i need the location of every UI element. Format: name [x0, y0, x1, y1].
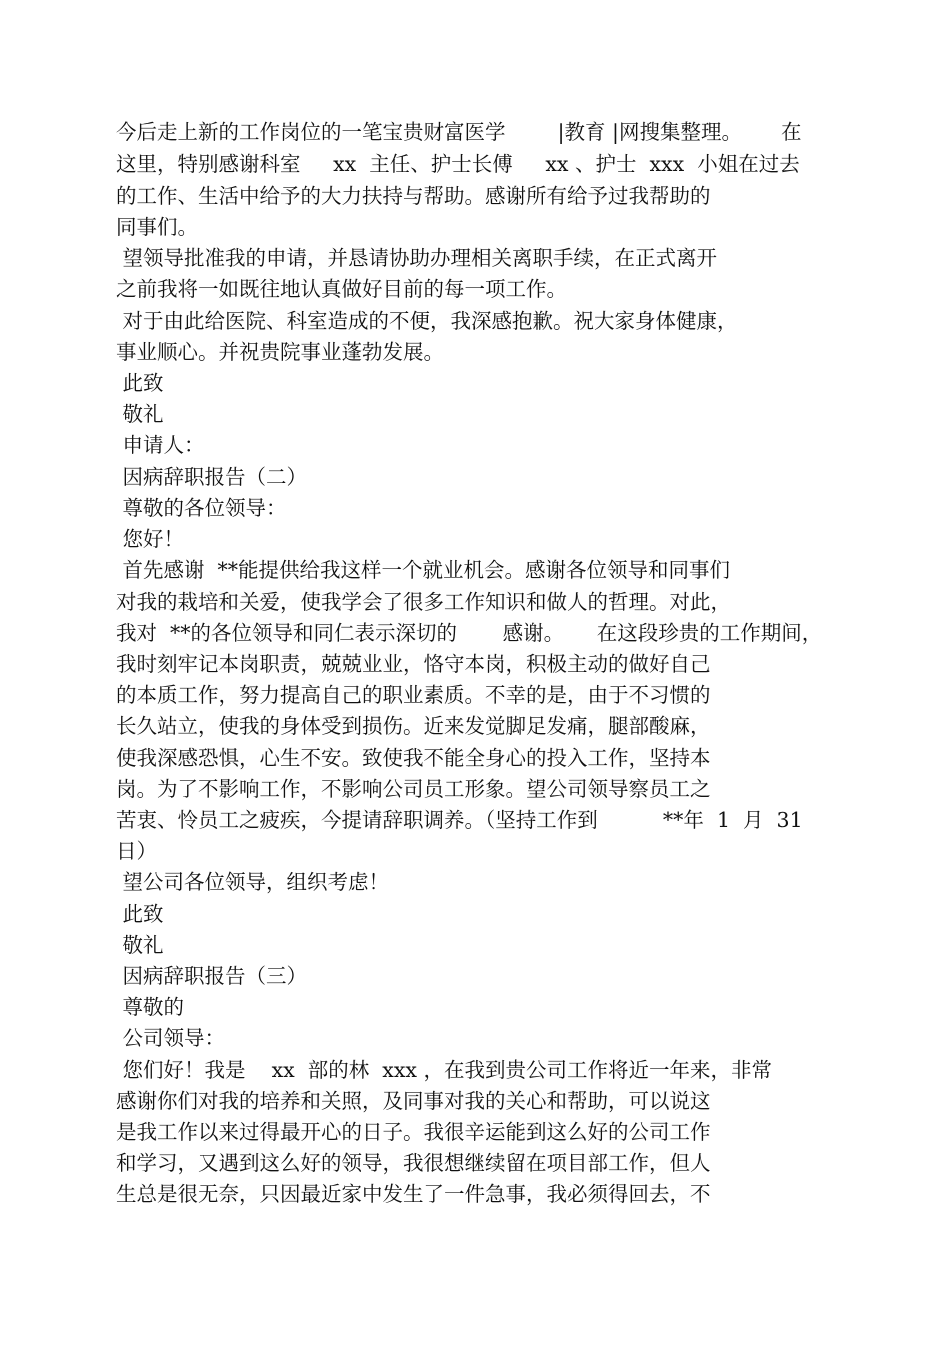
text-line: 申请人： [116, 433, 205, 457]
text-line: 我对 **的各位领导和同仁表示深切的 感谢。 在这段珍贵的工作期间， [116, 621, 823, 645]
text-line: 的工作、生活中给予的大力扶持与帮助。感谢所有给予过我帮助的 [116, 184, 711, 208]
text-line: 望公司各位领导，组织考虑！ [116, 870, 390, 894]
text-line: 岗。为了不影响工作，不影响公司员工形象。望公司领导察员工之 [116, 777, 711, 801]
text-line: 苦衷、怜员工之疲疾，今提请辞职调养。（坚持工作到 **年 1 月 31 [116, 808, 803, 832]
text-line: 此致 [116, 371, 164, 395]
text-line: 敬礼 [116, 933, 164, 957]
text-line: 这里，特别感谢科室 xx 主任、护士长傅 xx 、护士 xxx 小姐在过去 [116, 152, 800, 176]
text-line: 事业顺心。并祝贵院事业蓬勃发展。 [116, 340, 444, 364]
text-line: 您好！ [116, 527, 185, 551]
text-line: 同事们。 [116, 215, 198, 239]
text-line: 首先感谢 **能提供给我这样一个就业机会。感谢各位领导和同事们 [116, 558, 731, 582]
text-line: 之前我将一如既往地认真做好目前的每一项工作。 [116, 277, 567, 301]
text-line: 和学习，又遇到这么好的领导，我很想继续留在项目部工作，但人 [116, 1151, 711, 1175]
text-line: 尊敬的 [116, 995, 185, 1019]
section-heading: 因病辞职报告（二） [116, 465, 308, 489]
text-line: 使我深感恐惧，心生不安。致使我不能全身心的投入工作，坚持本 [116, 746, 711, 770]
section-heading: 因病辞职报告（三） [116, 964, 308, 988]
text-line: 此致 [116, 902, 164, 926]
text-line: 是我工作以来过得最开心的日子。我很辛运能到这么好的公司工作 [116, 1120, 711, 1144]
text-line: 尊敬的各位领导： [116, 496, 287, 520]
text-line: 您们好！我是 xx 部的林 xxx ，在我到贵公司工作将近一年来，非常 [116, 1058, 772, 1082]
text-line: 感谢你们对我的培养和关照，及同事对我的关心和帮助，可以说这 [116, 1089, 711, 1113]
text-line: 的本质工作，努力提高自己的职业素质。不幸的是，由于不习惯的 [116, 683, 711, 707]
text-line: 生总是很无奈，只因最近家中发生了一件急事，我必须得回去，不 [116, 1182, 711, 1206]
text-line: 今后走上新的工作岗位的一笔宝贵财富医学 |教育 |网搜集整理。 在 [116, 120, 802, 144]
text-line: 日） [116, 839, 157, 863]
text-line: 我时刻牢记本岗职责，兢兢业业，恪守本岗，积极主动的做好自己 [116, 652, 711, 676]
text-line: 敬礼 [116, 402, 164, 426]
text-line: 对于由此给医院、科室造成的不便，我深感抱歉。祝大家身体健康， [116, 309, 738, 333]
text-line: 望领导批准我的申请，并恳请协助办理相关离职手续，在正式离开 [116, 246, 718, 270]
text-line: 长久站立，使我的身体受到损伤。近来发觉脚足发痛，腿部酸麻， [116, 714, 711, 738]
text-line: 公司领导： [116, 1026, 226, 1050]
text-line: 对我的栽培和关爱，使我学会了很多工作知识和做人的哲理。对此， [116, 590, 731, 614]
